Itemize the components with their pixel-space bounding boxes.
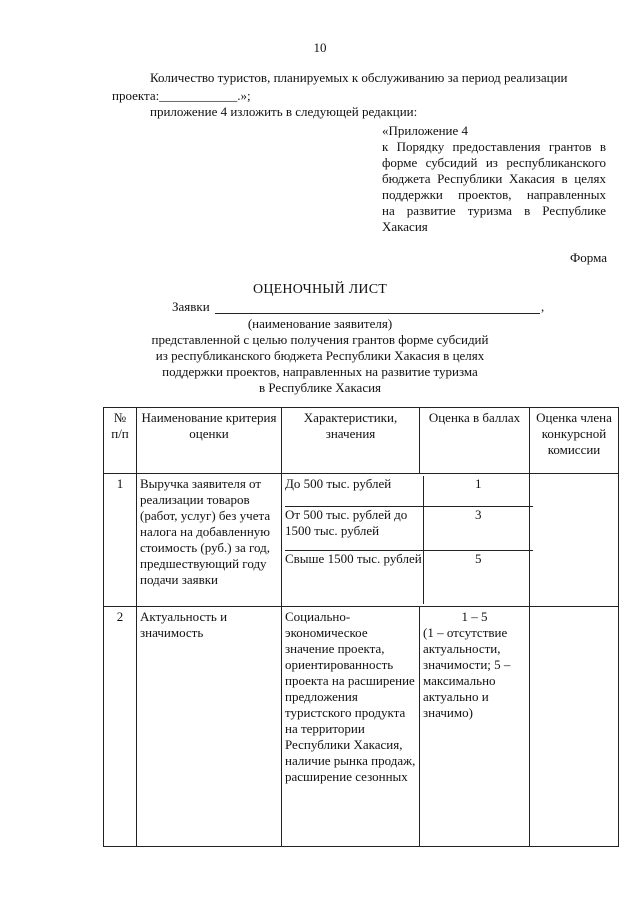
table-row (104, 474, 619, 607)
intro-line-2: проекта:____________.»; (112, 88, 251, 103)
header-member: Оценка члена конкурсной комиссии (530, 408, 619, 474)
option-row (285, 476, 533, 506)
row-score (420, 607, 530, 847)
header-characteristics: Характеристики, значения (282, 408, 420, 474)
row-criterion: Актуальность и значимость (137, 607, 282, 847)
score-range: 1 – 5 (461, 609, 488, 624)
row-num: 1 (104, 474, 137, 607)
evaluation-table (103, 407, 619, 847)
annex-line: на развитие туризма в Республике (382, 203, 606, 218)
subtitle-line: представленной с целью получения грантов форме субсидий (151, 332, 489, 347)
application-comma: , (541, 299, 545, 314)
annex-line: Хакасия (382, 219, 428, 234)
subtitle-line: из республиканского бюджета Республики Хакасия в целях (155, 348, 485, 363)
applicant-name-line (215, 313, 540, 314)
annex-line: бюджета Республики Хакасия в целях (382, 171, 606, 186)
option-row (285, 506, 533, 550)
page-number: 10 (313, 40, 327, 55)
option-score: 3 (423, 506, 533, 550)
option-characteristic: До 500 тыс. рублей (285, 476, 392, 491)
annex-line: «Приложение 4 (382, 123, 469, 138)
intro-line-3: приложение 4 изложить в следующей редакции: (150, 104, 418, 119)
option-characteristic: Свыше 1500 тыс. рублей (285, 550, 423, 604)
row-num: 2 (104, 607, 137, 847)
table-row (104, 607, 619, 847)
form-label: Форма (570, 250, 607, 265)
option-score: 5 (423, 550, 533, 604)
row-member-score (530, 474, 619, 607)
header-num: № п/п (104, 408, 137, 474)
annex-line: форме субсидий из республиканского (382, 155, 606, 170)
intro-line-1: Количество туристов, планируемых к обслуживанию за период реализации (150, 70, 568, 85)
option-score: 1 (423, 476, 533, 506)
application-label: Заявки (172, 299, 210, 314)
document-title: ОЦЕНОЧНЫЙ ЛИСТ (253, 282, 387, 297)
row-member-score (530, 607, 619, 847)
option-row (285, 550, 533, 604)
score-detail: (1 – отсутствие актуальности, значимости; 5 – максимально актуально и значимо) (423, 625, 511, 720)
applicant-caption: (наименование заявителя) (247, 316, 393, 331)
row-characteristic: Социально-экономическое значение проекта, ориентированность проекта на расширение предложения туристского продукта на территории Республики Хакасия, наличие рынка продаж, расширение сезонных (282, 607, 420, 847)
header-score: Оценка в баллах (420, 408, 530, 474)
subtitle-line: поддержки проектов, направленных на развитие туризма (162, 364, 478, 379)
table-header-row (104, 408, 619, 474)
option-characteristic: От 500 тыс. рублей до 1500 тыс. рублей (285, 506, 423, 550)
annex-line: поддержки проектов, направленных (382, 187, 606, 202)
annex-block (382, 123, 606, 235)
row-options (282, 474, 530, 607)
header-criterion: Наименование критерия оценки (137, 408, 282, 474)
row-criterion: Выручка заявителя от реализации товаров (работ, услуг) без учета налога на добавленную стоимость (руб.) за год, предшествующий году подачи заявки (137, 474, 282, 607)
subtitle-line: в Республике Хакасия (258, 380, 382, 395)
annex-line: к Порядку предоставления грантов в (382, 139, 606, 154)
